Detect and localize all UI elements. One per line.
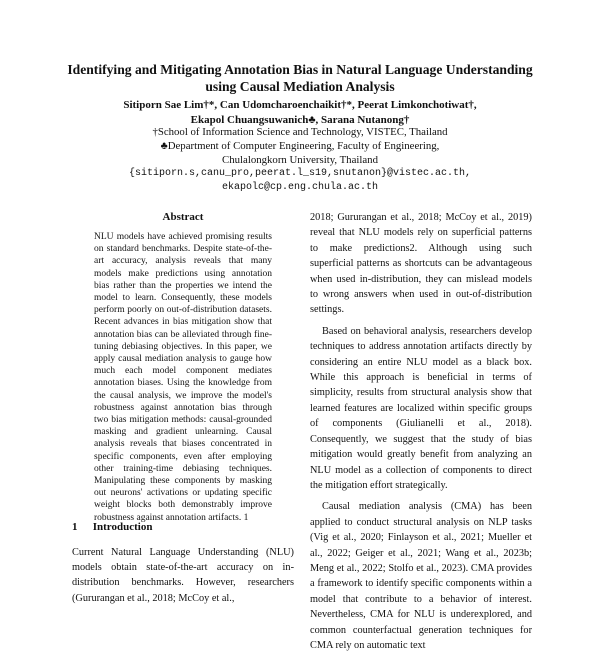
author-list [60,98,540,128]
right-paragraph-3: Causal mediation analysis (CMA) has been applied to conduct structural analysis on NLP tasks (Vig et al., 2020; Finlayson et al., 2021; Mueller et al., 2022; Geiger et al., 2021; Wang et al., 2023b; Meng et al., 2022; Stolfo et al., 2023). CMA provides a framework to identify specific components within a model that contribute to a behavior of interest. Nevertheless, CMA for NLU is underexplored, and common counterfactual generation techniques for CMA rely on automatic text [310,501,532,651]
right-paragraph-2: Based on behavioral analysis, researchers develop techniques to address annotation artifacts directly by considering an entire NLU model as a black box. While this approach is beneficial in terms of simplicity, results from structural analysis show that learned features are localized within specific groups of components (Giulianelli et al., 2018). Consequently, we suggest that the study of bias mitigation would greatly benefit from analyzing an NLU model as a collection of components to direct the mitigation effort strategically. [310,325,532,491]
paper-title: Identifying and Mitigating Annotation Bias in Natural Language Understanding using Causal Mediation Analysis [67,62,533,94]
affiliation-vistec: †School of Information Science and Technology, VISTEC, Thailand [152,126,448,138]
introduction-paragraph: Current Natural Language Understanding (NLU) models obtain state-of-the-art accuracy on in-distribution benchmarks. However, researchers (Gururangan et al., 2018; McCoy et al., [72,547,294,604]
authors-line-1: Sitiporn Sae Lim†*, Can Udomcharoenchaikit†*, Peerat Limkonchotiwat†, [123,99,477,111]
section-heading-introduction [72,521,282,533]
section-title: Introduction [92,521,153,533]
section-number: 1 [72,521,78,533]
abstract-body: NLU models have achieved promising results on standard benchmarks. Despite state-of-the-art accuracy, analysis reveals that many models make predictions using annotation bias rather than the properties we intend the model to learn. Consequently, these models perform poorly on out-of-distribution datasets. Recent advances in bias mitigation show that annotation bias can be alleviated through fine-tuning debiasing objectives. In this paper, we apply causal mediation analysis to gauge how much each model component mediates annotation biases. Using the knowledge from the causal analysis, we improve the model's robustness against annotation bias through two bias mitigation methods: causal-grounded masking and gradient unlearning. Causal analysis reveals that biases concentrated in specific components, even after employing other training-time debiasing techniques. Manipulating these components by masking out neurons' activations or updating specific weight blocks both demonstrably improve robustness against annotation artifacts. 1 [94,232,272,523]
affiliations [60,125,540,194]
authors-line-2: Ekapol Chuangsuwanich♣, Sarana Nutanong† [190,114,410,126]
right-paragraph-1: 2018; Gururangan et al., 2018; McCoy et al., 2019) reveal that NLU models rely on superficial patterns to make predictions2. Although using such superficial patterns as shortcuts can be advantageous when used in-distribution, they can mislead models to wrong answers when used in out-of-distribution settings. [310,212,532,316]
email-line-2: ekapolc@cp.eng.chula.ac.th [221,181,379,193]
affiliation-chula-univ: Chulalongkorn University, Thailand [222,154,378,166]
affiliation-chula-dept: ♣Department of Computer Engineering, Faculty of Engineering, [160,140,440,152]
right-column [310,210,532,659]
abstract-heading: Abstract [162,211,204,223]
email-line-1: {sitiporn.s,canu_pro,peerat.l_s19,snutanon}@vistec.ac.th, [128,168,472,179]
